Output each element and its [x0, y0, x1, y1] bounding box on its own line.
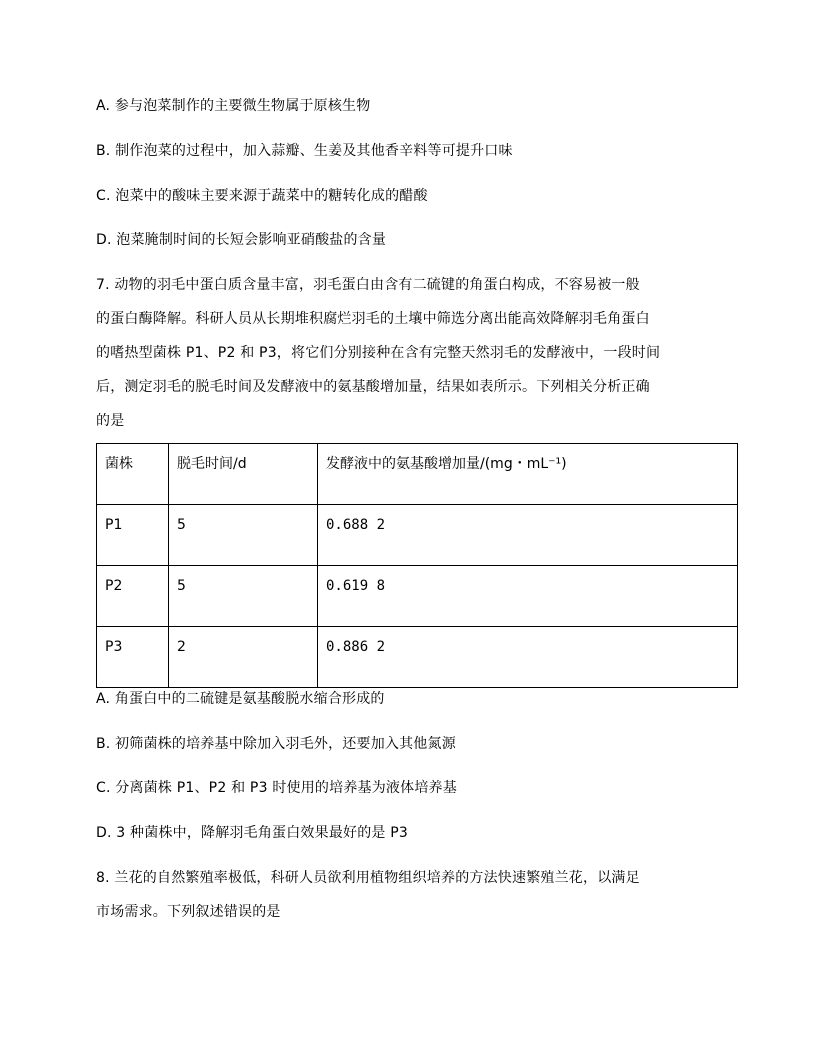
table-row: [97, 566, 738, 627]
header-amino-acid-increase: 发酵液中的氨基酸增加量/(mg・mL⁻¹): [318, 444, 738, 505]
header-depilation-time: 脱毛时间/d: [169, 444, 318, 505]
q7-option-b: B. 初筛菌株的培养基中除加入羽毛外，还要加入其他氮源: [96, 736, 456, 752]
table-cell: 0.619 8: [318, 566, 738, 627]
q6-option-c: C. 泡菜中的酸味主要来源于蔬菜中的糖转化成的醋酸: [96, 188, 428, 204]
question-7-line: 的嗜热型菌株 P1、P2 和 P3，将它们分别接种在含有完整天然羽毛的发酵液中，一段时间: [96, 345, 661, 361]
question-8-line: 8. 兰花的自然繁殖率极低，科研人员欲利用植物组织培养的方法快速繁殖兰花，以满足: [96, 870, 640, 886]
question-7-line: 后，测定羽毛的脱毛时间及发酵液中的氨基酸增加量，结果如表所示。下列相关分析正确: [96, 379, 650, 395]
q7-option-d: D. 3 种菌株中，降解羽毛角蛋白效果最好的是 P3: [96, 825, 409, 841]
header-strain: 菌株: [97, 444, 169, 505]
table-header-row: [97, 444, 738, 505]
question-8-stem: [96, 868, 736, 936]
q6-option-a: A. 参与泡菜制作的主要微生物属于原核生物: [96, 98, 371, 114]
table-cell: P3: [97, 627, 169, 688]
table-cell: 5: [169, 505, 318, 566]
table-cell: 2: [169, 627, 318, 688]
question-7-line: 的蛋白酶降解。科研人员从长期堆积腐烂羽毛的土壤中筛选分离出能高效降解羽毛角蛋白: [96, 311, 650, 327]
table-cell: 5: [169, 566, 318, 627]
table-row: [97, 627, 738, 688]
q7-option-a: A. 角蛋白中的二硫键是氨基酸脱水缩合形成的: [96, 691, 385, 707]
table-cell: 0.886 2: [318, 627, 738, 688]
table-cell: P2: [97, 566, 169, 627]
question-7-line: 的是: [96, 413, 125, 429]
question-8-line: 市场需求。下列叙述错误的是: [96, 904, 281, 920]
question-7-line: 7. 动物的羽毛中蛋白质含量丰富，羽毛蛋白由含有二硫键的角蛋白构成，不容易被一般: [96, 277, 640, 293]
q6-option-b: B. 制作泡菜的过程中，加入蒜瓣、生姜及其他香辛料等可提升口味: [96, 143, 513, 159]
table-cell: 0.688 2: [318, 505, 738, 566]
q6-option-d: D. 泡菜腌制时间的长短会影响亚硝酸盐的含量: [96, 232, 387, 248]
q7-option-c: C. 分离菌株 P1、P2 和 P3 时使用的培养基为液体培养基: [96, 780, 457, 796]
table-cell: P1: [97, 505, 169, 566]
results-table: [96, 443, 738, 688]
question-7-stem: [96, 275, 736, 445]
table-row: [97, 505, 738, 566]
